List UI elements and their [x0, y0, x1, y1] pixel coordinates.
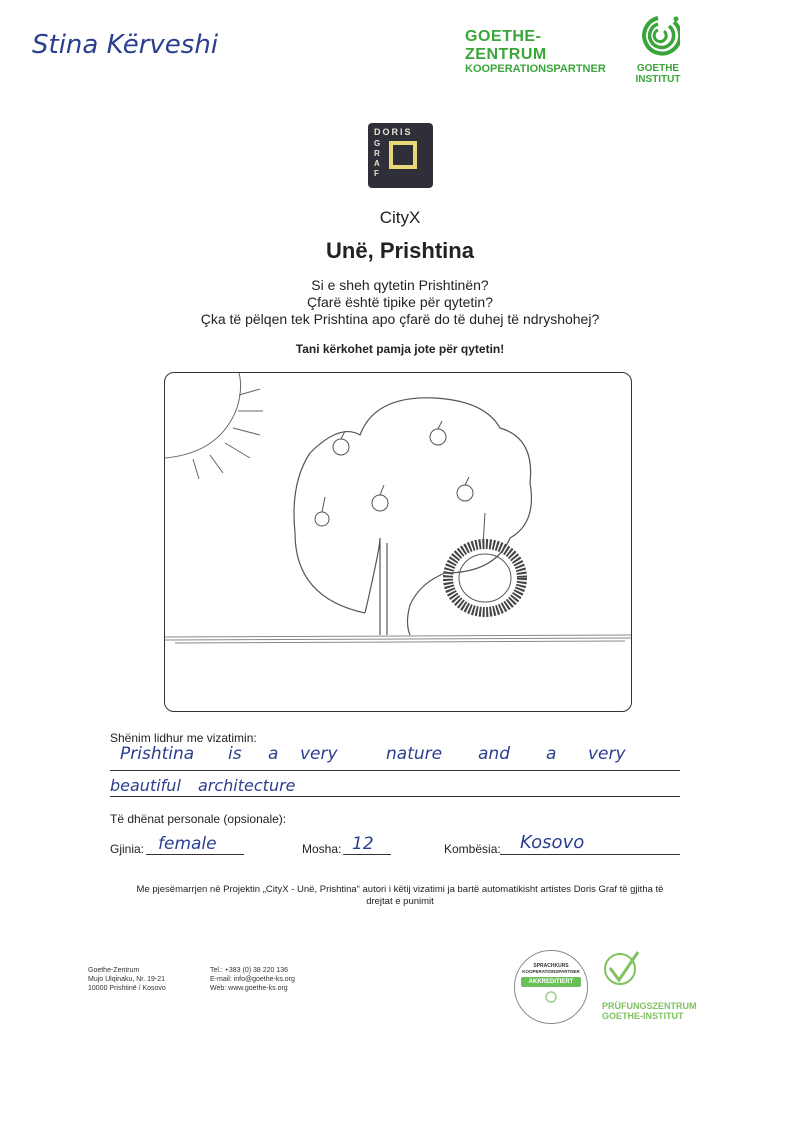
child-drawing	[165, 373, 631, 711]
address-line: 10000 Prishtinë / Kosovo	[88, 985, 166, 992]
footer-address	[88, 966, 166, 993]
sun-drawing	[165, 373, 263, 479]
apple-drawings	[315, 421, 473, 526]
note-word: is	[228, 744, 242, 764]
doris-graf-logo	[368, 123, 433, 188]
logo-letter: A	[374, 159, 380, 168]
footer-contact	[210, 966, 295, 993]
note-word: beautiful	[110, 776, 181, 795]
kooperationspartner-label: KOOPERATIONSPARTNER	[465, 63, 606, 75]
logo-doris-text: DORIS	[374, 127, 413, 137]
logo-square-icon	[389, 141, 417, 169]
goethe-zentrum-header	[465, 28, 615, 75]
note-word: and	[478, 744, 510, 764]
drawing-frame	[164, 372, 632, 712]
address-line: Mujo Ulqinaku, Nr. 19-21	[88, 976, 166, 983]
project-name: CityX	[379, 208, 421, 227]
phone-text: Tel.: +383 (0) 38 220 136	[210, 967, 289, 974]
email-text: E-mail: info@goethe-ks.org	[210, 976, 295, 983]
logo-letter: F	[374, 169, 379, 178]
pruefungszentrum-logo	[602, 950, 712, 1021]
goethe-swirl-icon	[636, 14, 680, 58]
gender-value: female	[158, 834, 217, 854]
institut-label: INSTITUT	[635, 74, 681, 85]
seal-top-2: KOOPERATIONSPARTNER	[522, 969, 580, 974]
accreditation-seal	[514, 950, 588, 1024]
note-word: nature	[386, 744, 443, 764]
web-text: Web: www.goethe-ks.org	[210, 985, 288, 992]
disclaimer-line-1: Me pjesëmarrjen në Projektin „CityX - Unë, Prishtina“ autori i këtij vizatimi ja bartë automatikisht artistes Doris Graf të gjitha të	[136, 884, 664, 895]
tree-trunk	[365, 538, 410, 635]
address-line: Goethe-Zentrum	[88, 967, 140, 974]
goethe-label: GOETHE	[636, 63, 680, 74]
age-label: Mosha:	[302, 842, 342, 856]
note-word: very	[300, 744, 338, 764]
age-line	[343, 854, 391, 855]
seal-swirl-icon	[544, 990, 558, 1004]
seal-top-1: SPRACHKURS	[533, 963, 569, 969]
page-title: Unë, Prishtina	[326, 238, 474, 263]
age-value: 12	[352, 834, 374, 854]
gender-label: Gjinia:	[110, 842, 145, 856]
ground-line	[165, 635, 631, 643]
checkmark-icon	[602, 950, 642, 988]
gender-line	[146, 854, 244, 855]
note-word: very	[588, 744, 626, 764]
pz-line-1: PRÜFUNGSZENTRUM	[602, 1001, 697, 1011]
logo-letter: G	[374, 139, 381, 148]
note-word: architecture	[197, 776, 296, 795]
nationality-label: Kombësia:	[444, 842, 501, 856]
seal-band: AKKREDITIERT	[521, 977, 581, 987]
prompt-text: Tani kërkohet pamja jote për qytetin!	[295, 342, 505, 356]
note-text-line-2	[110, 776, 296, 795]
note-line-1	[110, 770, 680, 771]
question-2: Çfarë është tipike për qytetin?	[307, 294, 493, 310]
logo-graf-letters	[374, 139, 382, 179]
nationality-value: Kosovo	[520, 832, 585, 853]
note-word: a	[268, 744, 279, 764]
disclaimer-line-2: drejtat e punimit	[366, 896, 434, 907]
note-line-2	[110, 796, 680, 797]
note-label: Shënim lidhur me vizatimin:	[110, 731, 257, 745]
question-3: Çka të pëlqen tek Prishtina apo çfarë do të duhej të ndryshohej?	[200, 311, 600, 327]
pz-line-2: GOETHE-INSTITUT	[602, 1011, 684, 1021]
handwritten-name: Stina Kërveshi	[32, 30, 219, 60]
goethe-institut-logo	[628, 14, 688, 85]
note-word: Prishtina	[120, 744, 195, 764]
goethe-zentrum-title: GOETHE-ZENTRUM	[465, 28, 547, 63]
personal-label: Të dhënat personale (opsionale):	[110, 812, 287, 826]
tree-crown	[294, 398, 531, 613]
nationality-line	[500, 854, 680, 855]
note-word: a	[546, 744, 557, 764]
question-1: Si e sheh qytetin Prishtinën?	[311, 277, 489, 293]
logo-letter: R	[374, 149, 380, 158]
